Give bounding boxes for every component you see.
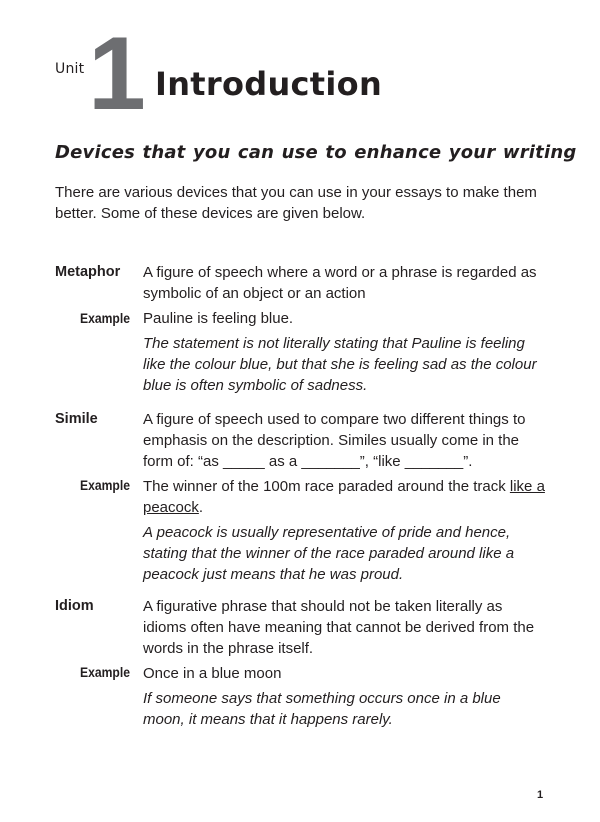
example-label: Example xyxy=(80,665,130,680)
example-text: The winner of the 100m race paraded around the track xyxy=(143,478,510,495)
device-idiom xyxy=(55,596,545,730)
device-example: Once in a blue moon xyxy=(143,665,282,682)
example-underlined-text: like a peacock xyxy=(143,478,545,516)
unit-label: Unit xyxy=(55,61,85,77)
intro-paragraph: There are various devices that you can use in your essays to make them better. Some of these devices are given below. xyxy=(55,184,537,222)
example-text-end: . xyxy=(198,499,204,516)
device-explanation: If someone says that something occurs once in a blue moon, it means that it happens rarely. xyxy=(143,690,501,728)
device-definition: A figure of speech used to compare two different things to emphasis on the description. Similes usually come in the form of: “as _____ as a _______”, “like _______”. xyxy=(143,411,526,470)
page-number: 1 xyxy=(537,789,544,801)
example-label: Example xyxy=(80,478,130,493)
device-term: Idiom xyxy=(55,598,94,614)
device-term: Metaphor xyxy=(55,264,121,280)
example-label: Example xyxy=(80,311,130,326)
device-metaphor xyxy=(55,262,545,396)
device-definition: A figurative phrase that should not be taken literally as idioms often have meaning that cannot be derived from the words in the phrase itself. xyxy=(143,598,535,657)
device-definition: A figure of speech where a word or a phrase is regarded as symbolic of an object or an action xyxy=(143,264,537,302)
device-simile xyxy=(55,409,545,585)
device-explanation: A peacock is usually representative of pride and hence, stating that the winner of the race paraded around like a peacock just means that he was proud. xyxy=(143,524,515,583)
page-title: Introduction xyxy=(155,65,383,103)
device-example xyxy=(143,476,545,518)
device-explanation: The statement is not literally stating that Pauline is feeling like the colour blue, but that she is feeling sad as the colour blue is often symbolic of sadness. xyxy=(143,335,537,394)
device-term: Simile xyxy=(55,411,98,427)
device-example: Pauline is feeling blue. xyxy=(143,310,294,327)
unit-number: 1 xyxy=(88,16,144,132)
section-heading: Devices that you can use to enhance your writing xyxy=(55,142,577,163)
